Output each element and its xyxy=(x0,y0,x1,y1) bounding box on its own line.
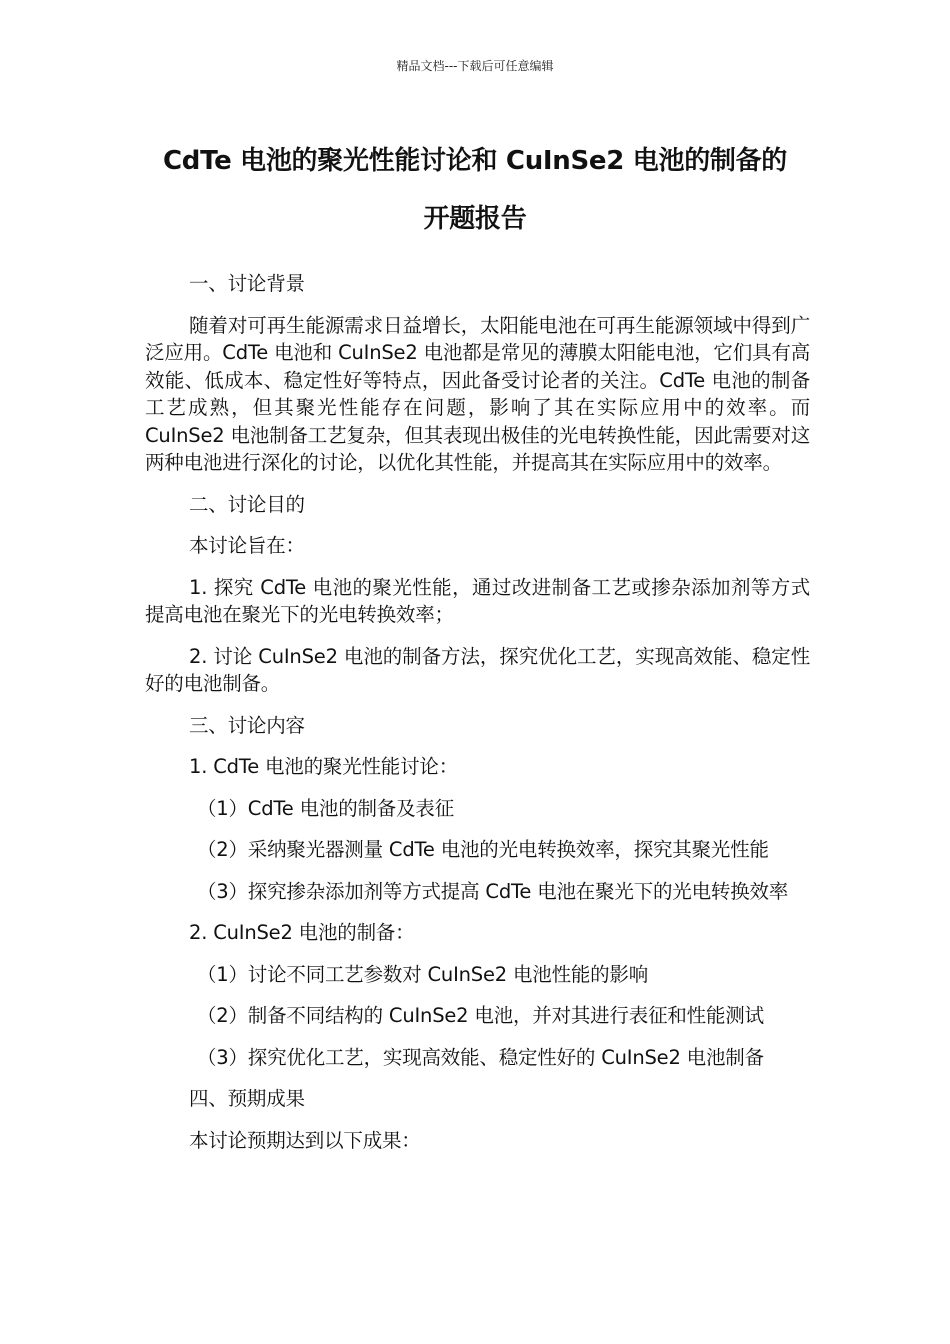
content-item-1: 1. CdTe 电池的聚光性能讨论： xyxy=(189,755,458,778)
content-item-2: 2. CuInSe2 电池的制备： xyxy=(189,921,415,944)
heading-content: 三、讨论内容 xyxy=(189,713,305,737)
title-line-2: 开题报告 xyxy=(423,204,527,234)
page-header: 精品文档---下载后可任意编辑 xyxy=(396,59,554,73)
content-subitem-2-2: （2）制备不同结构的 CuInSe2 电池，并对其进行表征和性能测试 xyxy=(197,1004,764,1027)
content-subitem-1-1: （1）CdTe 电池的制备及表征 xyxy=(197,796,454,820)
purpose-item-1: 1. 探究 CdTe 电池的聚光性能，通过改进制备工艺或掺杂添加剂等方式提高电池在聚光下的光电转换效率； xyxy=(145,575,810,626)
paragraph-background: 随着对可再生能源需求日益增长，太阳能电池在可再生能源领域中得到广泛应用。CdTe 电池和 CuInSe2 电池都是常见的薄膜太阳能电池，它们具有高效能、低成本、稳定性好等特点，因此备受讨论者的关注。CdTe 电池的制备工艺成熟，但其聚光性能存在问题，影响了其在实际应用中的效率。而 CuInSe2 电池制备工艺复杂，但其表现出极佳的光电转换性能，因此需要对这两种电池进行深化的讨论，以优化其性能，并提高其在实际应用中的效率。 xyxy=(145,313,810,474)
heading-purpose: 二、讨论目的 xyxy=(189,492,305,516)
paragraph-purpose-intro: 本讨论旨在： xyxy=(189,534,305,557)
heading-expected-results: 四、预期成果 xyxy=(189,1087,305,1110)
document-title xyxy=(100,132,850,248)
paragraph-expected-intro: 本讨论预期达到以下成果： xyxy=(189,1128,421,1152)
document-body xyxy=(145,270,810,1168)
content-subitem-2-3: （3）探究优化工艺，实现高效能、稳定性好的 CuInSe2 电池制备 xyxy=(197,1045,764,1069)
content-subitem-1-3: （3）探究掺杂添加剂等方式提高 CdTe 电池在聚光下的光电转换效率 xyxy=(197,879,789,903)
title-line-1: CdTe 电池的聚光性能讨论和 CuInSe2 电池的制备的 xyxy=(163,146,787,176)
content-subitem-1-2: （2）采纳聚光器测量 CdTe 电池的光电转换效率，探究其聚光性能 xyxy=(197,838,769,861)
heading-background: 一、讨论背景 xyxy=(189,272,305,295)
content-subitem-2-1: （1）讨论不同工艺参数对 CuInSe2 电池性能的影响 xyxy=(197,962,649,986)
purpose-item-2: 2. 讨论 CuInSe2 电池的制备方法，探究优化工艺，实现高效能、稳定性好的电池制备。 xyxy=(145,644,810,695)
